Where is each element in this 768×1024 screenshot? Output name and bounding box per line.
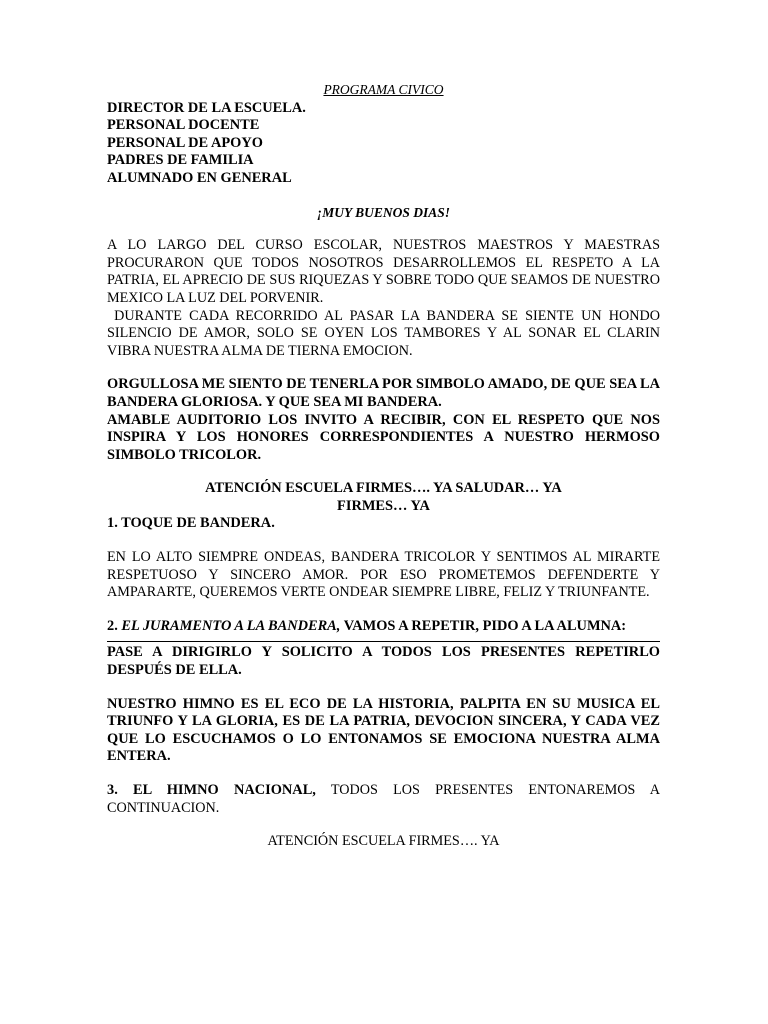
document-title: PROGRAMA CIVICO bbox=[323, 82, 444, 97]
title-row bbox=[107, 81, 660, 100]
item-toque-bandera: 1. TOQUE DE BANDERA. bbox=[107, 515, 275, 532]
paragraph-auditorio: AMABLE AUDITORIO LOS INVITO A RECIBIR, CON EL RESPETO QUE NOS INSPIRA Y LOS HONORES CORRESPONDIENTES A NUESTRO HERMOSO SIMBOLO TRICOLOR. bbox=[107, 411, 660, 463]
item-juramento bbox=[107, 618, 660, 636]
item-himno-nacional bbox=[107, 782, 664, 817]
command-firmes: ATENCIÓN ESCUELA FIRMES…. YA bbox=[267, 833, 500, 850]
addressee-list bbox=[107, 100, 660, 188]
addressee-item: PERSONAL DE APOYO bbox=[107, 134, 263, 151]
command-salute-line: FIRMES… YA bbox=[337, 497, 430, 514]
item-juramento-title: EL JURAMENTO A LA BANDERA, bbox=[121, 617, 341, 634]
addressee-item: PADRES DE FAMILIA bbox=[107, 152, 254, 169]
addressee-item: ALUMNADO EN GENERAL bbox=[107, 169, 292, 186]
addressee-item: DIRECTOR DE LA ESCUELA. bbox=[107, 99, 306, 116]
item-juramento-rest: VAMOS A REPETIR, PIDO A LA ALUMNA: bbox=[340, 617, 627, 634]
paragraph-orgullosa: ORGULLOSA ME SIENTO DE TENERLA POR SIMBOLO AMADO, DE QUE SEA LA BANDERA GLORIOSA. Y QUE SEA MI BANDERA. bbox=[107, 376, 660, 410]
document-page bbox=[107, 81, 664, 851]
signature-line bbox=[107, 641, 660, 642]
command-salute bbox=[107, 480, 660, 515]
item-himno-title: 3. EL HIMNO NACIONAL, bbox=[107, 782, 316, 798]
greeting: ¡MUY BUENOS DIAS! bbox=[316, 204, 451, 220]
command-salute-line: ATENCIÓN ESCUELA FIRMES…. YA SALUDAR… YA bbox=[205, 480, 562, 497]
addressee-item: PERSONAL DOCENTE bbox=[107, 117, 260, 134]
paragraph-intro: A LO LARGO DEL CURSO ESCOLAR, NUESTROS MAESTROS Y MAESTRAS PROCURARON QUE TODOS NOSOTROS DESARROLLEMOS EL RESPETO A LA PATRIA, EL APRECIO DE SUS RIQUEZAS Y SOBRE TODO QUE SEAMOS DE NUESTRO MEXICO LA LUZ DEL PORVENIR. bbox=[107, 237, 660, 306]
paragraph-recorrido: DURANTE CADA RECORRIDO AL PASAR LA BANDERA SE SIENTE UN HONDO SILENCIO DE AMOR, SOLO SE OYEN LOS TAMBORES Y AL SONAR EL CLARIN VIBRA NUESTRA ALMA DE TIERNA EMOCION. bbox=[107, 307, 664, 359]
item-himno-rest: TODOS LOS PRESENTES ENTONAREMOS A CONTINUACION. bbox=[107, 782, 664, 816]
item-juramento-number: 2. bbox=[107, 617, 122, 634]
paragraph-pase-dirigirlo: PASE A DIRIGIRLO Y SOLICITO A TODOS LOS PRESENTES REPETIRLO DESPUÉS DE ELLA. bbox=[107, 644, 660, 679]
paragraph-en-lo-alto: EN LO ALTO SIEMPRE ONDEAS, BANDERA TRICOLOR Y SENTIMOS AL MIRARTE RESPETUOSO Y SINCERO AMOR. POR ESO PROMETEMOS DEFENDERTE Y AMPARARTE, QUEREMOS VERTE ONDEAR SIEMPRE LIBRE, FELIZ Y TRIUNFANTE. bbox=[107, 549, 660, 601]
paragraph-himno: NUESTRO HIMNO ES EL ECO DE LA HISTORIA, PALPITA EN SU MUSICA EL TRIUNFO Y LA GLORIA, ES DE LA PATRIA, DEVOCION SINCERA, Y CADA VEZ QUE LO ESCUCHAMOS O LO ENTONAMOS SE EMOCIONA NUESTRA ALMA ENTERA. bbox=[107, 695, 660, 765]
